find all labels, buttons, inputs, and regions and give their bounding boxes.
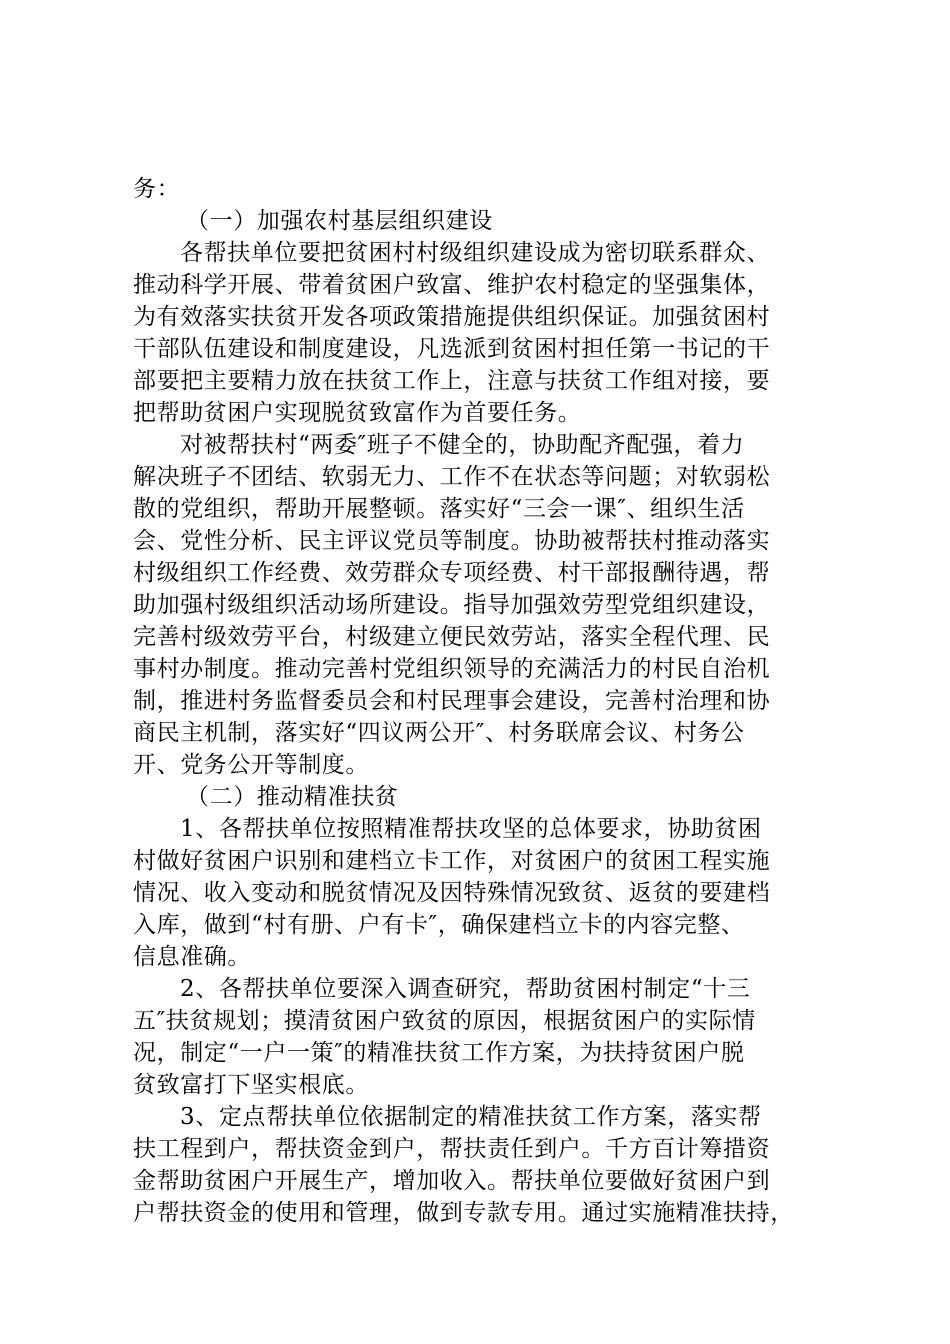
text-line: 干部队伍建设和制度建设，凡选派到贫困村担任第一书记的干 <box>133 336 771 362</box>
section-heading-1: （一）加强农村基层组织建设 <box>186 208 493 234</box>
text-line: 完善村级效劳平台，村级建立便民效劳站，落实全程代理、民 <box>133 624 771 650</box>
text-line: 把帮助贫困户实现脱贫致富作为首要任务。 <box>133 400 582 426</box>
text-line: 1、各帮扶单位按照精准帮扶攻坚的总体要求，协助贫困 <box>180 816 762 842</box>
text-line: 推动科学开展、带着贫困户致富、维护农村稳定的坚强集体， <box>133 272 771 298</box>
text-line: 会、党性分析、民主评议党员等制度。协助被帮扶村推动落实 <box>133 528 771 554</box>
text-line: 村做好贫困户识别和建档立卡工作，对贫困户的贫困工程实施 <box>133 848 771 874</box>
text-line: 为有效落实扶贫开发各项政策措施提供组织保证。加强贫困村 <box>133 304 771 330</box>
text-line: 金帮助贫困户开展生产，增加收入。帮扶单位要做好贫困户到 <box>133 1168 771 1194</box>
text-line: 事村办制度。推动完善村党组织领导的充满活力的村民自治机 <box>133 656 771 682</box>
text-line: 开、党务公开等制度。 <box>133 752 369 778</box>
text-line: 信息准确。 <box>133 944 251 970</box>
text-line: 村级组织工作经费、效劳群众专项经费、村干部报酬待遇，帮 <box>133 560 771 586</box>
text-line: 助加强村级组织活动场所建设。指导加强效劳型党组织建设， <box>133 592 771 618</box>
text-line: 情况、收入变动和脱贫情况及因特殊情况致贫、返贫的要建档 <box>133 880 771 906</box>
text-line: 部要把主要精力放在扶贫工作上，注意与扶贫工作组对接，要 <box>133 368 771 394</box>
text-line: 制，推进村务监督委员会和村民理事会建设，完善村治理和协 <box>133 688 771 714</box>
text-line: 商民主机制，落实好“四议两公开″、村务联席会议、村务公 <box>133 720 745 746</box>
text-line: 各帮扶单位要把贫困村村级组织建设成为密切联系群众、 <box>180 240 770 266</box>
text-line: 扶工程到户，帮扶资金到户，帮扶责任到户。千方百计筹措资 <box>133 1136 771 1162</box>
text-line: 况，制定“一户一策″的精准扶贫工作方案，为扶持贫困户脱 <box>133 1040 745 1066</box>
text-line: 入库，做到“村有册、户有卡″，确保建档立卡的内容完整、 <box>133 912 745 938</box>
text-line: 散的党组织，帮助开展整顿。落实好“三会一课″、组织生活 <box>133 496 745 522</box>
text-line: 2、各帮扶单位要深入调查研究，帮助贫困村制定“十三 <box>180 976 751 1002</box>
text-line: 五″扶贫规划；摸清贫困户致贫的原因，根据贫困户的实际情 <box>133 1008 756 1034</box>
text-line: 3、定点帮扶单位依据制定的精准扶贫工作方案，落实帮 <box>180 1104 762 1130</box>
text-line: 户帮扶资金的使用和管理，做到专款专用。通过实施精准扶持， <box>133 1200 794 1226</box>
section-heading-2: （二）推动精准扶贫 <box>186 784 399 810</box>
text-line: 解决班子不团结、软弱无力、工作不在状态等问题；对软弱松 <box>133 464 771 490</box>
text-line: 对被帮扶村“两委″班子不健全的，协助配齐配强，着力 <box>180 432 745 458</box>
text-line: 务： <box>133 176 181 202</box>
text-line: 贫致富打下坚实根底。 <box>133 1072 369 1098</box>
